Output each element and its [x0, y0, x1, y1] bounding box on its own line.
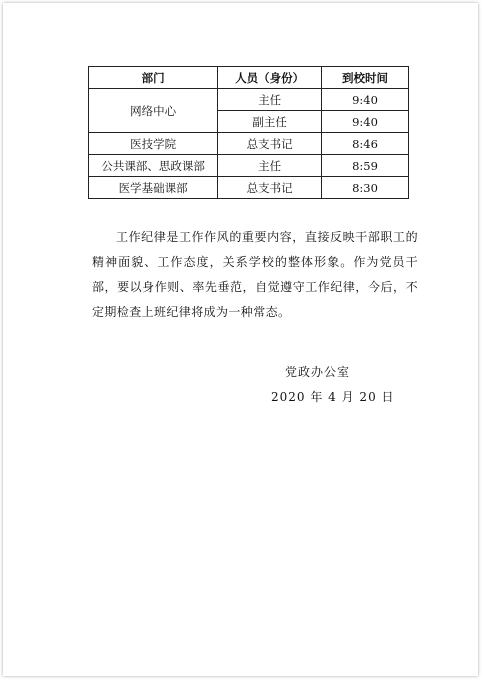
cell-time: 8:46	[321, 133, 408, 155]
cell-role: 总支书记	[218, 133, 322, 155]
cell-role: 总支书记	[218, 177, 322, 199]
cell-role: 副主任	[218, 111, 322, 133]
table-row	[89, 177, 409, 199]
cell-dept: 医学基础课部	[89, 177, 218, 199]
document-page	[3, 3, 478, 676]
header-dept: 部门	[89, 67, 218, 89]
cell-dept: 公共课部、思政课部	[89, 155, 218, 177]
table-row	[89, 155, 409, 177]
cell-dept: 医技学院	[89, 133, 218, 155]
cell-time: 9:40	[321, 111, 408, 133]
body-paragraph: 工作纪律是工作作风的重要内容，直接反映干部职工的精神面貌、工作态度，关系学校的整体形象。作为党员干部，要以身作则、率先垂范，自觉遵守工作纪律，今后，不定期检查上班纪律将成为一种常态。	[92, 230, 418, 319]
signature-date: 2020 年 4 月 20 日	[271, 390, 395, 404]
header-time: 到校时间	[321, 67, 408, 89]
cell-time: 8:59	[321, 155, 408, 177]
cell-dept: 网络中心	[89, 89, 218, 133]
signature-office: 党政办公室	[285, 365, 351, 379]
attendance-table	[88, 66, 409, 199]
table-row	[89, 89, 409, 111]
cell-time: 8:30	[321, 177, 408, 199]
table-row	[89, 133, 409, 155]
header-person: 人员（身份）	[218, 67, 322, 89]
cell-role: 主任	[218, 89, 322, 111]
cell-time: 9:40	[321, 89, 408, 111]
cell-role: 主任	[218, 155, 322, 177]
table-header-row	[89, 67, 409, 89]
